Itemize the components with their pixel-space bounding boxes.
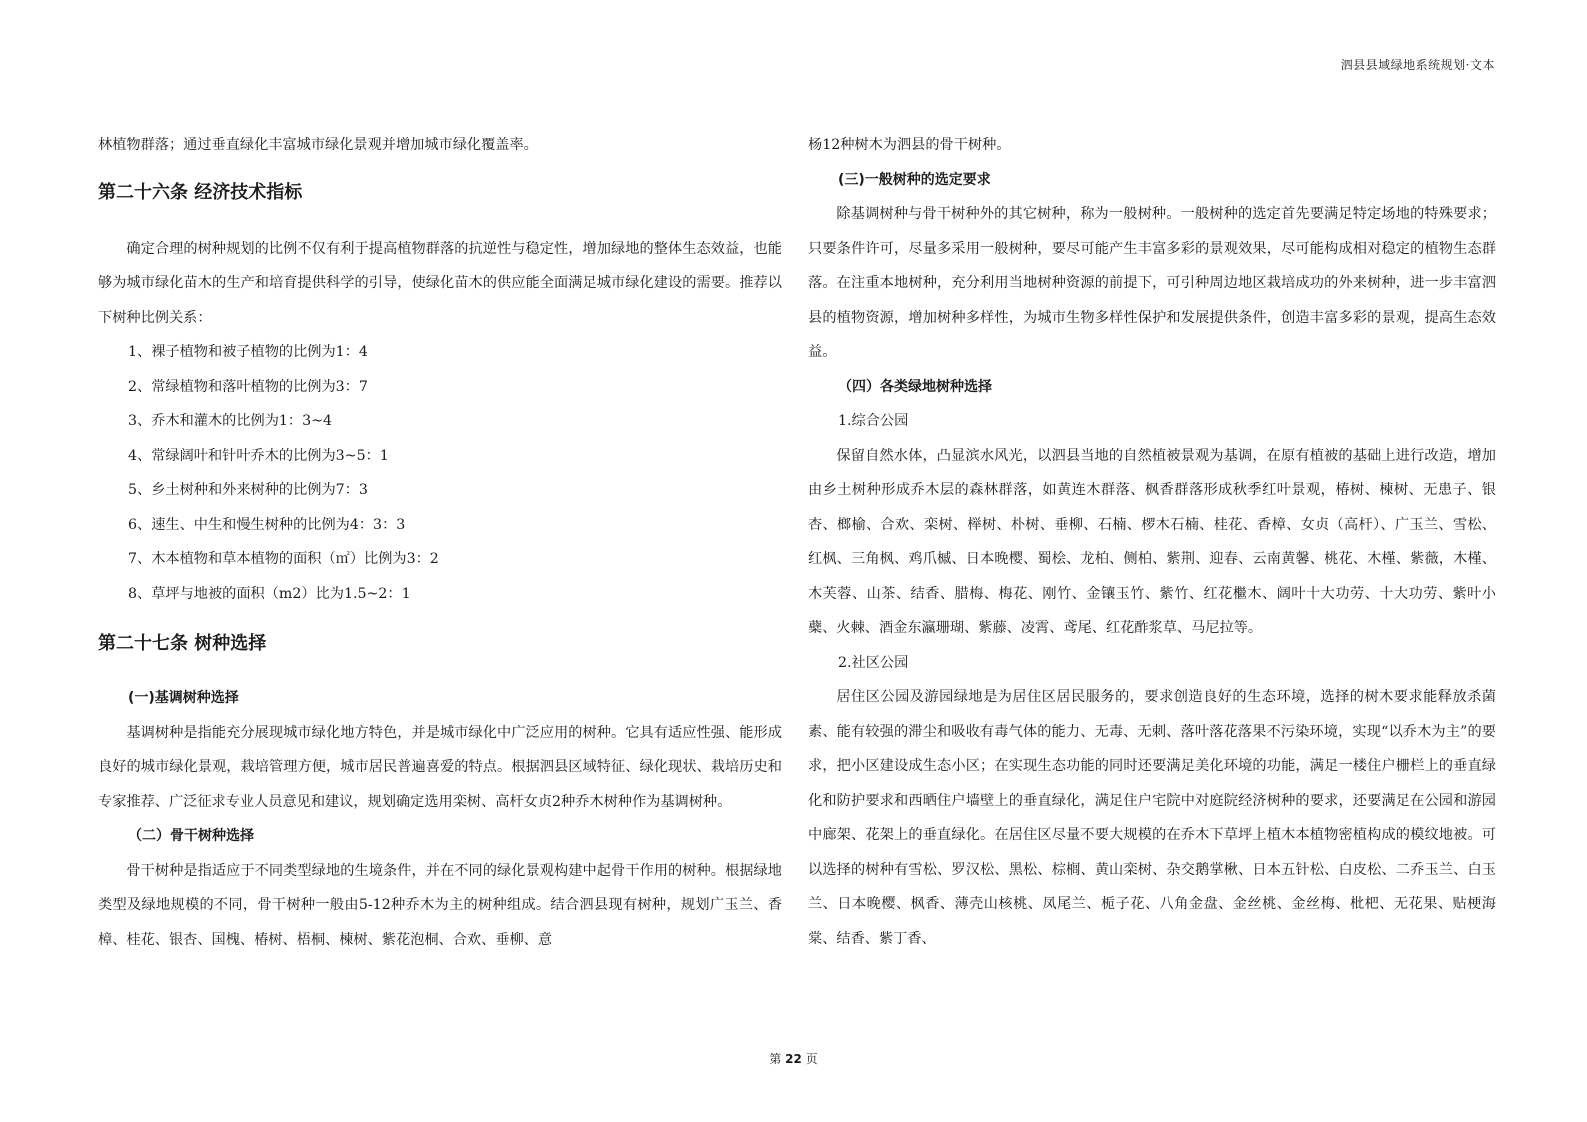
- park-2-title: 2.社区公园: [838, 654, 909, 671]
- section-1-title: (一)基调树种选择: [128, 690, 239, 706]
- article-26-title: 第二十六条 经济技术指标: [98, 181, 303, 203]
- park-1-title: 1.综合公园: [838, 413, 909, 429]
- article-27-title: 第二十七条 树种选择: [98, 633, 267, 654]
- list-item: 3、乔木和灌木的比例为1：3~4: [128, 413, 333, 429]
- section-3-paragraph: 除基调树种与骨干树种外的其它树种，称为一般树种。一般树种的选定首先要满足特定场地的特殊要求；只要条件许可，尽量多采用一般树种，要尽可能产生丰富多彩的景观效果，尽可能构成相对稳定的植物生态群落。在注重本地树种，充分利用当地树种资源的前提下，可引种周边地区栽培成功的外来树种，进一步丰富泗县的植物资源，增加树种多样性，为城市生物多样性保护和发展提供条件，创造丰富多彩的景观，提高生态效益。: [808, 206, 1496, 360]
- left-column: [98, 128, 782, 957]
- intro-paragraph: 林植物群落；通过垂直绿化丰富城市绿化景观并增加城市绿化覆盖率。: [98, 137, 538, 153]
- right-column: [808, 128, 1496, 956]
- article-26-paragraph: 确定合理的树种规划的比例不仅有利于提高植物群落的抗逆性与稳定性，增加绿地的整体生态效益，也能够为城市绿化苗木的生产和培育提供科学的引导，使绿化苗木的供应能全面满足城市绿化建设的需要。推荐以下树种比例关系：: [98, 240, 782, 326]
- page-suffix: 页: [805, 1052, 818, 1066]
- page-prefix: 第: [769, 1052, 782, 1066]
- list-item: 2、常绿植物和落叶植物的比例为3：7: [128, 378, 368, 395]
- list-item: 8、草坪与地被的面积（m2）比为1.5~2：1: [128, 585, 411, 602]
- section-1-paragraph: 基调树种是指能充分展现城市绿化地方特色，并是城市绿化中广泛应用的树种。它具有适应性强、能形成良好的城市绿化景观，栽培管理方便，城市居民普遍喜爱的特点。根据泗县区域特征、绿化现状、栽培历史和专家推荐、广泛征求专业人员意见和建议，规划确定选用栾树、高杆女贞2种乔木树种作为基调树种。: [98, 724, 782, 810]
- list-item: 7、木本植物和草本植物的面积（㎡）比例为3：2: [128, 551, 439, 567]
- section-2-title: （二）骨干树种选择: [128, 828, 254, 844]
- page-number: 22: [785, 1052, 802, 1066]
- running-header: 泗县县域绿地系统规划·文本: [1340, 58, 1495, 72]
- list-item: 4、常绿阔叶和针叶乔木的比例为3~5：1: [128, 447, 389, 464]
- list-item: 5、乡土树种和外来树种的比例为7：3: [128, 482, 368, 498]
- page-footer: [0, 1050, 1587, 1067]
- park-1-paragraph: 保留自然水体，凸显滨水风光，以泗县当地的自然植被景观为基调，在原有植被的基础上进行改造，增加由乡土树种形成乔木层的森林群落，如黄连木群落、枫香群落形成秋季红叶景观，椿树、楝树、无患子、银杏、榔榆、合欢、栾树、榉树、朴树、垂柳、石楠、椤木石楠、桂花、香樟、女贞（高杆）、广玉兰、雪松、红枫、三角枫、鸡爪槭、日本晚樱、蜀桧、龙柏、侧柏、紫荆、迎春、云南黄馨、桃花、木槿、紫薇，木槿、木芙蓉、山茶、结香、腊梅、梅花、刚竹、金镶玉竹、紫竹、红花檵木、阔叶十大功劳、十大功劳、紫叶小蘗、火棘、酒金东瀛珊瑚、紫藤、凌霄、鸢尾、红花酢浆草、马尼拉等。: [808, 447, 1496, 636]
- continued-paragraph: 杨12种树木为泗县的骨干树种。: [808, 137, 1011, 153]
- section-4-title: （四）各类绿地树种选择: [838, 378, 992, 395]
- list-item: 1、裸子植物和被子植物的比例为1：4: [128, 344, 368, 360]
- section-3-title: (三)一般树种的选定要求: [838, 171, 991, 188]
- ratio-list: [98, 335, 782, 611]
- list-item: 6、速生、中生和慢生树种的比例为4：3：3: [128, 516, 406, 533]
- park-2-paragraph: 居住区公园及游园绿地是为居住区居民服务的，要求创造良好的生态环境，选择的树木要求能释放杀菌素、能有较强的滞尘和吸收有毒气体的能力、无毒、无刺、落叶落花落果不污染环境，实现“以乔木为主”的要求，把小区建设成生态小区；在实现生态功能的同时还要满足美化环境的功能，满足一楼住户栅栏上的垂直绿化和防护要求和西晒住户墙壁上的垂直绿化，满足住户宅院中对庭院经济树种的要求，还要满足在公园和游园中廊架、花架上的垂直绿化。在居住区尽量不要大规模的在乔木下草坪上植木本植物密植构成的模纹地被。可以选择的树种有雪松、罗汉松、黑松、棕榈、黄山栾树、杂交鹅掌楸、日本五针松、白皮松、二乔玉兰、白玉兰、日本晚樱、枫香、薄壳山核桃、凤尾兰、栀子花、八角金盘、金丝桃、金丝梅、枇杷、无花果、贴梗海棠、结香、紫丁香、: [808, 689, 1496, 947]
- section-2-paragraph: 骨干树种是指适应于不同类型绿地的生境条件，并在不同的绿化景观构建中起骨干作用的树种。根据绿地类型及绿地规模的不同，骨干树种一般由5-12种乔木为主的树种组成。结合泗县现有树种，规划广玉兰、香樟、桂花、银杏、国槐、椿树、梧桐、楝树、紫花泡桐、合欢、垂柳、意: [98, 862, 782, 948]
